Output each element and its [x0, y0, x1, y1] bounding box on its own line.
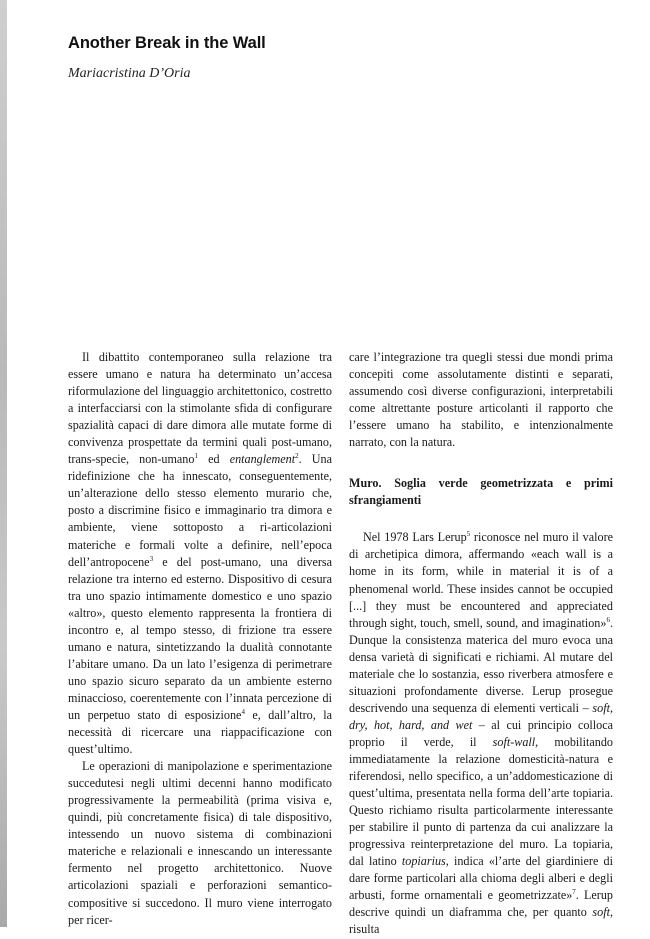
italic-text: soft: [592, 905, 610, 920]
text-run: riconosce nel muro il valore di archetipica dimora, affermando «each wall is a home in its form, while in material it is of a phenomenal world. These insides cannot be occupied [...] they must be encountered and appreciated through sight, touch, smell, sound, and imagination»: [349, 530, 614, 630]
footnote-ref: 7: [572, 888, 576, 897]
paragraph: [349, 349, 613, 451]
text-run: Le operazioni di manipolazione e sperimentazione succedutesi negli ultimi decenni hanno modificato progressivamente la permeabilità (prima visiva e, quindi, più concretamente fisica) di tale dispositivo, intessendo un nuovo sistema di combinazioni materiche e relazionali e innescando un interessante fermento nel progetto architettonico. Nuove articolazioni spaziali e perforazioni semantico-compositive si succedono. Il muro viene interrogato per ricer-: [68, 759, 332, 927]
paragraph: [68, 349, 332, 758]
text-run: , risulta: [349, 905, 613, 937]
page-edge-strip: [0, 0, 7, 927]
text-run: – al cui principio colloca proprio il verde, il: [349, 717, 613, 749]
footnote-ref: 1: [194, 452, 198, 461]
footnote-ref: 2: [295, 452, 299, 461]
text-run: Nel 1978 Lars Lerup: [363, 530, 467, 545]
text-run: e, dall’altro, la necessità di ricercare una riappacificazione con quest’ultimo.: [68, 707, 332, 757]
text-run: . Lerup descrive quindi un diaframma che, per quanto: [349, 888, 613, 920]
article-author: Mariacristina D’Oria: [68, 66, 191, 81]
text-run: , mobilitando immediatamente la relazione domesticità-natura e riferendosi, nello specifico, a un’addomesticazione di quest’ultima, presentata nella forma dell’arte topiaria. Questo richiamo risulta particolarmente interessante per stabilire il punto di partenza da cui analizzare la progressiva reinterpretazione del muro. La topiaria, dal latino: [349, 734, 613, 869]
italic-text: entanglement: [229, 452, 296, 467]
footnote-ref: 6: [606, 615, 610, 624]
footnote-ref: 5: [466, 530, 471, 539]
italic-text: topiarius: [401, 854, 446, 869]
column-right: [349, 349, 613, 939]
text-run: , indica «l’arte del giardiniere di dare forme particolari alla chioma degli alberi e degli arbusti, forme ornamentali e geometrizzate»: [349, 854, 613, 903]
text-run: ed: [197, 452, 230, 467]
text-run: e del post-umano, una diversa relazione tra interno ed esterno. Dispositivo di cesura tra uno spazio intimamente domestico e uno spazio «altro», questo elemento rappresenta la frontiera di incontro e, al tempo stesso, di frizione tra essere umano e natura, sintetizzando la dualità connotante l’abitare umano. Da un lato l’esigenza di perimetrare uno spazio sicuro separato da un ambiente esterno minaccioso, coerentemente con l’innata percezione di un perpetuo stato di esposizione: [68, 554, 332, 722]
paragraph: [68, 758, 332, 928]
section-heading: Muro. Soglia verde geometrizzata e primi sfrangiamenti: [349, 476, 613, 508]
italic-text: soft, dry, hot, hard, and wet: [349, 700, 613, 732]
text-run: Il dibattito contemporaneo sulla relazione tra essere umano e natura ha determinato un’accesa riformulazione del linguaggio architettonico, costretto a interfacciarsi con la stimolante sfida di configurare spazialità capaci di dare dimora alle mutate forme di convivenza prospettate da termini quali post-umano, trans-specie, non-umano: [68, 350, 332, 467]
article-title: Another Break in the Wall: [68, 34, 266, 52]
column-left: [68, 349, 332, 929]
text-run: care l’integrazione tra quegli stessi due mondi prima concepiti come assolutamente distinti e separati, assumendo così diverse configurazioni, interpretabili come altrettante posture articolanti il rapporto che l’essere umano ha stabilito, e intenzionalmente narrato, con la natura.: [349, 350, 613, 450]
footnote-ref: 4: [241, 707, 245, 716]
footnote-ref: 3: [149, 554, 154, 563]
text-run: . Dunque la consistenza materica del muro evoca una densa varietà di significati e richiami. Al mutare del materiale che lo sostanzia, esso riverbera atmosfere e situazioni profondamente diverse. Lerup prosegue descrivendo una sequenza di elementi verticali –: [349, 615, 613, 715]
text-run: . Una ridefinizione che ha innescato, conseguentemente, un’alterazione dello stesso elemento murario che, posto a discrimine fisico e immaginario tra dimora e ambiente, viene sottoposto a ri-articolazioni materiche e formali volte a definire, nell’epoca dell’antropocene: [68, 452, 333, 569]
italic-text: soft-wall: [492, 734, 536, 749]
paragraph: [349, 529, 613, 938]
